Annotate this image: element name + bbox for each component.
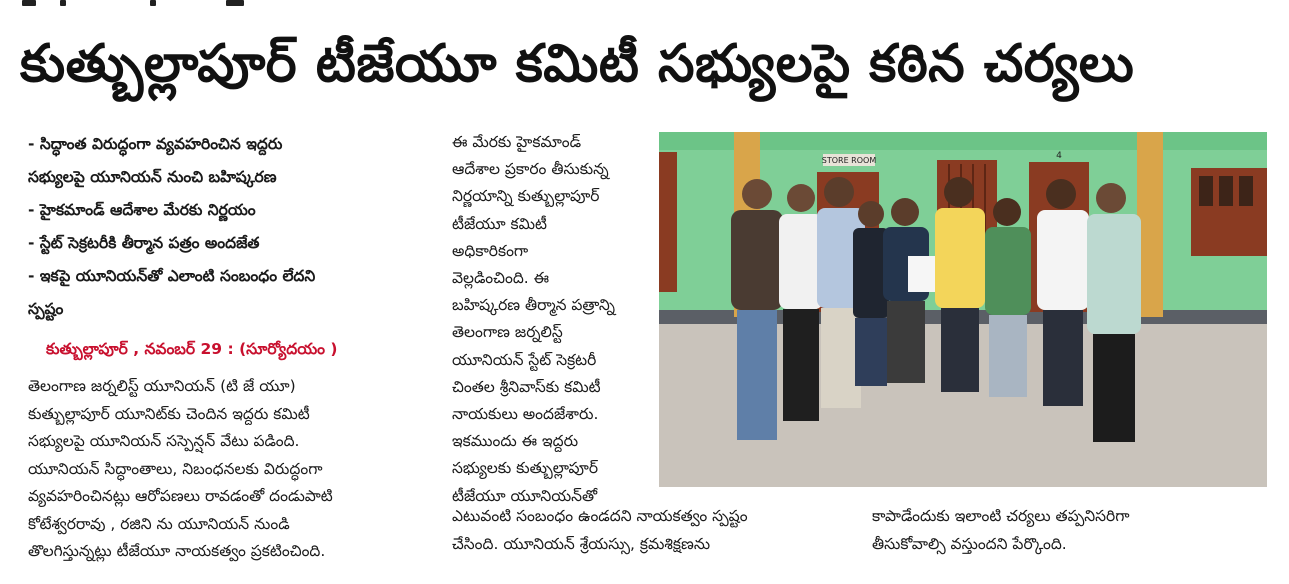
text-line: తొలగిస్తున్నట్లు టీజేయూ నాయకత్వం ప్రకటించింది. (28, 542, 326, 560)
bullet-line: స్పష్టం (28, 300, 64, 318)
store-room-sign: STORE ROOM (821, 156, 877, 165)
text-line: కోటేశ్వరరావు , రజిని ను యూనియన్ నుండి (28, 514, 290, 533)
bullet-line: - సిద్ధాంత విరుద్ధంగా వ్యవహరించిన ఇద్దరు (28, 135, 283, 153)
text-line: ఈ మేరకు హైకమాండ్ (452, 133, 582, 151)
article-column-3 (872, 503, 1272, 558)
text-line: నిర్ణయాన్ని కుత్బుల్లాపూర్ (452, 187, 600, 206)
text-line: సభ్యులకు కుత్బుల్లాపూర్ (452, 459, 599, 478)
text-line: టీజేయూ యూనియన్‌తో (452, 486, 598, 505)
text-line: కుత్బుల్లాపూర్ యూనిట్‌కు చెందిన ఇద్దరు కమిటీ (28, 404, 310, 423)
bullet-line: - స్టేట్ సెక్రటరీకి తీర్మాన పత్రం అందజేత (28, 234, 260, 252)
headline: కుత్బుల్లాపూర్ టీజేయూ కమిటీ సభ్యులపై కఠిన చర్యలు (20, 34, 1135, 94)
text-line: చేసింది. యూనియన్ శ్రేయస్సు, క్రమశిక్షణను (452, 534, 711, 553)
article-column-1 (28, 373, 438, 566)
bullet-line: సభ్యులపై యూనియన్ నుంచి బహిష్కరణ (28, 168, 277, 186)
text-line: ఆదేశాల ప్రకారం తీసుకున్న (452, 160, 609, 179)
document-handover (908, 256, 936, 292)
text-line: ఇకముందు ఈ ఇద్దరు (452, 432, 579, 451)
text-line: తీసుకోవాల్సి వస్తుందని పేర్కొంది. (872, 534, 1067, 553)
text-line: టీజేయూ కమిటీ (452, 214, 547, 233)
text-line: తెలంగాణ జర్నలిస్ట్ (452, 323, 563, 342)
text-line: తెలంగాణ జర్నలిస్ట్ యూనియన్ (టి జే యూ) (28, 377, 296, 395)
top-strip (0, 0, 1289, 8)
text-line: యూనియన్ సిద్ధాంతాలు, నిబంధనలకు విరుద్ధంగా (28, 459, 323, 478)
text-line: చింతల శ్రీనివాస్‌కు కమిటీ (452, 377, 601, 396)
text-line: వెల్లడించింది. ఈ (452, 269, 550, 288)
text-line: కాపాడేందుకు ఇలాంటి చర్యలు తప్పనిసరిగా (872, 507, 1130, 525)
news-photo (659, 132, 1267, 487)
text-line: ఎటువంటి సంబంధం ఉండదని నాయకత్వం స్పష్టం (452, 507, 748, 525)
text-line: సభ్యులపై యూనియన్ సస్పెన్షన్ వేటు పడింది. (28, 432, 300, 450)
dateline: కుత్బుల్లాపూర్ , నవంబర్ 29 : (సూర్యోదయం ) (46, 340, 338, 358)
bullet-line: - ఇకపై యూనియన్‌తో ఎలాంటి సంబంధం లేదని (28, 267, 316, 285)
door-number: 4 (1056, 151, 1062, 161)
text-line: అధికారికంగా (452, 241, 529, 260)
article-column-2-bottom (452, 503, 852, 558)
bullet-line: - హైకమాండ్ ఆదేశాల మేరకు నిర్ణయం (28, 201, 256, 219)
text-line: యూనియన్ స్టేట్ సెక్రటరీ (452, 350, 597, 369)
text-line: బహిష్కరణ తీర్మాన పత్రాన్ని (452, 296, 616, 315)
subheadline-bullets (28, 128, 428, 326)
text-line: నాయకులు అందజేశారు. (452, 405, 599, 424)
text-line: వ్యవహరించినట్లు ఆరోపణలు రావడంతో దండుపాటి (28, 487, 333, 505)
